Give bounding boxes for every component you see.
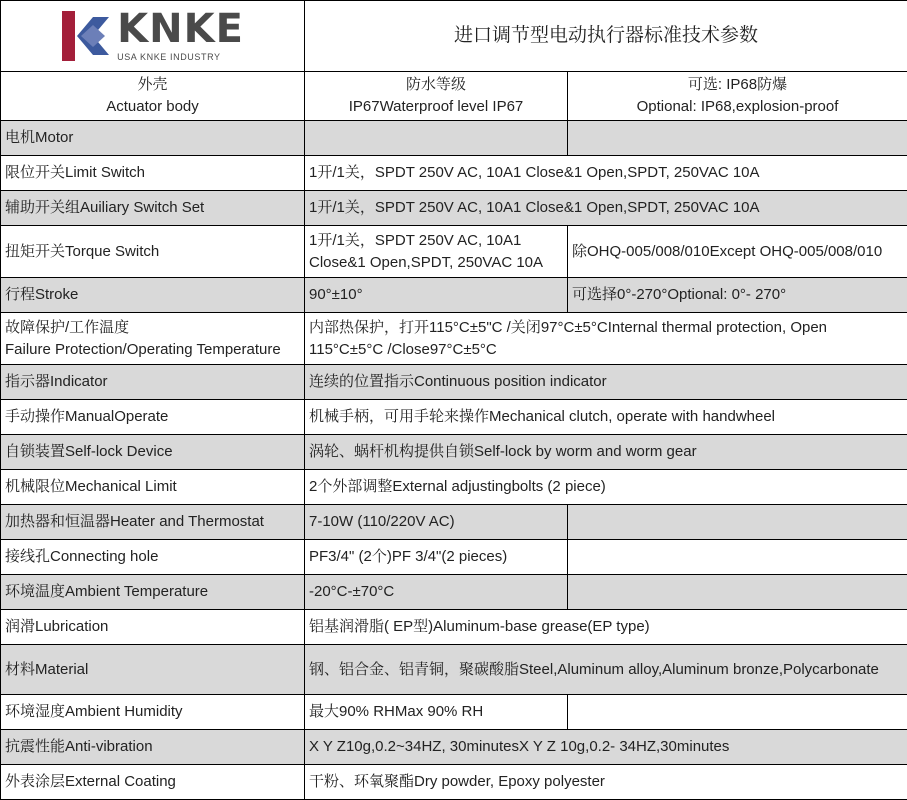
row-label: 加热器和恒温器Heater and Thermostat: [1, 505, 305, 540]
row-value: 内部热保护，打开115°C±5"C /关闭97°C±5°CInternal thermal protection, Open 115°C±5°C /Close97°C±5°C: [305, 313, 907, 365]
row-label: 限位开关Limit Switch: [1, 156, 305, 191]
row-value: 1开/1关，SPDT 250V AC, 10A1 Close&1 Open,SPDT, 250VAC 10A: [305, 156, 907, 191]
row-value: 1开/1关，SPDT 250V AC, 10A1 Close&1 Open,SPDT, 250VAC 10A: [305, 191, 907, 226]
row-label: [1, 313, 305, 365]
row-label: 环境温度Ambient Temperature: [1, 575, 305, 610]
row-label: 材料Material: [1, 645, 305, 695]
row-label: 手动操作ManualOperate: [1, 400, 305, 435]
row-value: 干粉、环氧聚酯Dry powder, Epoxy polyester: [305, 765, 907, 800]
header-waterproof-en: IP67Waterproof level IP67: [309, 96, 563, 118]
row-value: 最大90% RHMax 90% RH: [305, 695, 568, 730]
row-label: 指示器Indicator: [1, 365, 305, 400]
table-row: [1, 730, 907, 765]
logo-name: KNKE: [117, 9, 244, 49]
table-row: [1, 765, 907, 800]
document-title: 进口调节型电动执行器标准技术参数: [305, 1, 907, 72]
row-label: 行程Stroke: [1, 278, 305, 313]
row-value: X Y Z10g,0.2~34HZ, 30minutesX Y Z 10g,0.2- 34HZ,30minutes: [305, 730, 907, 765]
row-value-extra: [568, 575, 907, 610]
row-value: 90°±10°: [305, 278, 568, 313]
table-row: [1, 121, 907, 156]
row-value-extra: 除OHQ-005/008/010Except OHQ-005/008/010: [568, 226, 907, 278]
row-value: -20°C-±70°C: [305, 575, 568, 610]
table-row: [1, 278, 907, 313]
logo-cell: [1, 1, 305, 72]
row-label: 电机Motor: [1, 121, 305, 156]
row-value-extra: 可选择0°-270°Optional: 0°- 270°: [568, 278, 907, 313]
row-label: 环境湿度Ambient Humidity: [1, 695, 305, 730]
row-label: 外表涂层External Coating: [1, 765, 305, 800]
header-optional-cn: 可选: IP68防爆: [572, 74, 903, 96]
logo-subtitle: USA KNKE INDUSTRY: [117, 51, 244, 63]
row-label-en: Failure Protection/Operating Temperature: [5, 339, 300, 361]
header-waterproof-cn: 防水等级: [309, 74, 563, 96]
header-actuator-body-cn: 外壳: [5, 74, 300, 96]
row-label: 自锁装置Self-lock Device: [1, 435, 305, 470]
row-value: 钢、铝合金、铝青铜，聚碳酸脂Steel,Aluminum alloy,Aluminum bronze,Polycarbonate: [305, 645, 907, 695]
table-row: [1, 470, 907, 505]
row-value: 2个外部调整External adjustingbolts (2 piece): [305, 470, 907, 505]
table-row: [1, 313, 907, 365]
header-actuator-body: [1, 72, 305, 121]
table-row: [1, 695, 907, 730]
header-actuator-body-en: Actuator body: [5, 96, 300, 118]
row-value-extra: [568, 121, 907, 156]
table-row: [1, 400, 907, 435]
row-value-extra: [568, 540, 907, 575]
row-label: 抗震性能Anti-vibration: [1, 730, 305, 765]
table-row: [1, 435, 907, 470]
row-value: 1开/1关，SPDT 250V AC, 10A1 Close&1 Open,SPDT, 250VAC 10A: [305, 226, 568, 278]
table-row: [1, 191, 907, 226]
table-row: [1, 645, 907, 695]
row-label-cn: 故障保护/工作温度: [5, 317, 300, 339]
header-optional-en: Optional: IP68,explosion-proof: [572, 96, 903, 118]
row-value: 7-10W (110/220V AC): [305, 505, 568, 540]
row-value: 涡轮、蜗杆机构提供自锁Self-lock by worm and worm gear: [305, 435, 907, 470]
table-row: [1, 226, 907, 278]
table-row: [1, 156, 907, 191]
knke-logo: [5, 1, 300, 71]
table-row: [1, 365, 907, 400]
row-label: 接线孔Connecting hole: [1, 540, 305, 575]
row-value: 连续的位置指示Continuous position indicator: [305, 365, 907, 400]
row-label: 辅助开关组Auiliary Switch Set: [1, 191, 305, 226]
table-row: [1, 575, 907, 610]
row-value: PF3/4" (2个)PF 3/4"(2 pieces): [305, 540, 568, 575]
row-value: 机械手柄，可用手轮来操作Mechanical clutch, operate with handwheel: [305, 400, 907, 435]
row-value: 铝基润滑脂( EP型)Aluminum-base grease(EP type): [305, 610, 907, 645]
row-value-extra: [568, 505, 907, 540]
row-label: 扭矩开关Torque Switch: [1, 226, 305, 278]
table-row: [1, 540, 907, 575]
table-row: [1, 505, 907, 540]
row-label: 润滑Lubrication: [1, 610, 305, 645]
table-row: [1, 610, 907, 645]
row-value-extra: [568, 695, 907, 730]
row-value: [305, 121, 568, 156]
header-row: [1, 72, 907, 121]
header-waterproof: [305, 72, 568, 121]
header-optional: [568, 72, 907, 121]
title-row: [1, 1, 907, 72]
knke-logo-icon: [61, 9, 115, 63]
row-label: 机械限位Mechanical Limit: [1, 470, 305, 505]
